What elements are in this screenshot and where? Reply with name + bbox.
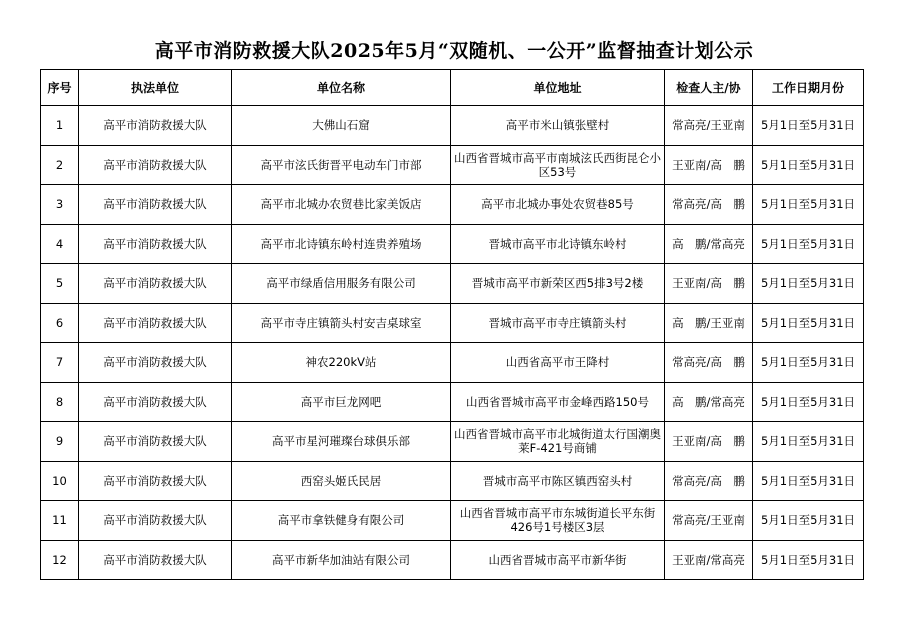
- cell-unit-address: 山西省晋城市高平市东城街道长平东街426号1号楼区3层: [451, 501, 665, 541]
- cell-inspectors: 常高亮/高 鹏: [665, 461, 753, 501]
- cell-inspectors: 高 鹏/常高亮: [665, 224, 753, 264]
- cell-seq: 2: [41, 145, 79, 185]
- header-agency: 执法单位: [79, 70, 232, 106]
- header-unit-address: 单位地址: [451, 70, 665, 106]
- cell-unit-name: 高平市寺庄镇箭头村安吉桌球室: [232, 303, 451, 343]
- cell-seq: 3: [41, 185, 79, 225]
- table-row: [41, 224, 864, 264]
- cell-unit-name: 高平市泫氏街晋平电动车门市部: [232, 145, 451, 185]
- cell-inspectors: 王亚南/高 鹏: [665, 264, 753, 304]
- cell-unit-address: 山西省晋城市高平市金峰西路150号: [451, 382, 665, 422]
- cell-unit-name: 高平市拿铁健身有限公司: [232, 501, 451, 541]
- cell-unit-address: 山西省晋城市高平市新华街: [451, 540, 665, 580]
- cell-agency: 高平市消防救援大队: [79, 185, 232, 225]
- cell-seq: 9: [41, 422, 79, 462]
- cell-unit-address: 山西省高平市王降村: [451, 343, 665, 383]
- cell-agency: 高平市消防救援大队: [79, 501, 232, 541]
- cell-seq: 12: [41, 540, 79, 580]
- cell-work-period: 5月1日至5月31日: [753, 303, 864, 343]
- cell-seq: 5: [41, 264, 79, 304]
- table-row: [41, 303, 864, 343]
- cell-work-period: 5月1日至5月31日: [753, 461, 864, 501]
- cell-work-period: 5月1日至5月31日: [753, 540, 864, 580]
- table-row: [41, 185, 864, 225]
- cell-inspectors: 王亚南/高 鹏: [665, 145, 753, 185]
- cell-work-period: 5月1日至5月31日: [753, 264, 864, 304]
- cell-unit-address: 山西省晋城市高平市北城街道太行国潮奥莱F-421号商铺: [451, 422, 665, 462]
- table-row: [41, 501, 864, 541]
- cell-inspectors: 常高亮/王亚南: [665, 501, 753, 541]
- cell-seq: 8: [41, 382, 79, 422]
- cell-unit-address: 高平市米山镇张壁村: [451, 106, 665, 146]
- cell-work-period: 5月1日至5月31日: [753, 145, 864, 185]
- table-row: [41, 540, 864, 580]
- cell-inspectors: 王亚南/常高亮: [665, 540, 753, 580]
- cell-work-period: 5月1日至5月31日: [753, 106, 864, 146]
- cell-inspectors: 常高亮/高 鹏: [665, 185, 753, 225]
- cell-unit-address: 晋城市高平市新荣区西5排3号2楼: [451, 264, 665, 304]
- cell-agency: 高平市消防救援大队: [79, 106, 232, 146]
- table-row: [41, 106, 864, 146]
- cell-seq: 11: [41, 501, 79, 541]
- table-row: [41, 145, 864, 185]
- cell-agency: 高平市消防救援大队: [79, 422, 232, 462]
- cell-work-period: 5月1日至5月31日: [753, 501, 864, 541]
- header-inspectors: 检查人主/协: [665, 70, 753, 106]
- cell-inspectors: 常高亮/高 鹏: [665, 343, 753, 383]
- cell-agency: 高平市消防救援大队: [79, 224, 232, 264]
- cell-unit-address: 晋城市高平市北诗镇东岭村: [451, 224, 665, 264]
- cell-unit-address: 山西省晋城市高平市南城泫氏西街昆仑小区53号: [451, 145, 665, 185]
- cell-unit-name: 高平市北诗镇东岭村连贵养殖场: [232, 224, 451, 264]
- cell-agency: 高平市消防救援大队: [79, 382, 232, 422]
- cell-unit-name: 高平市巨龙网吧: [232, 382, 451, 422]
- cell-agency: 高平市消防救援大队: [79, 264, 232, 304]
- cell-work-period: 5月1日至5月31日: [753, 185, 864, 225]
- table-row: [41, 264, 864, 304]
- cell-seq: 4: [41, 224, 79, 264]
- cell-seq: 6: [41, 303, 79, 343]
- document-title: 高平市消防救援大队2025年5月“双随机、一公开”监督抽查计划公示: [154, 40, 754, 62]
- cell-seq: 1: [41, 106, 79, 146]
- cell-inspectors: 高 鹏/常高亮: [665, 382, 753, 422]
- cell-agency: 高平市消防救援大队: [79, 303, 232, 343]
- cell-seq: 7: [41, 343, 79, 383]
- cell-unit-name: 高平市绿盾信用服务有限公司: [232, 264, 451, 304]
- cell-agency: 高平市消防救援大队: [79, 540, 232, 580]
- cell-work-period: 5月1日至5月31日: [753, 382, 864, 422]
- header-seq: 序号: [41, 70, 79, 106]
- cell-seq: 10: [41, 461, 79, 501]
- cell-unit-name: 大佛山石窟: [232, 106, 451, 146]
- cell-work-period: 5月1日至5月31日: [753, 224, 864, 264]
- cell-unit-address: 高平市北城办事处农贸巷85号: [451, 185, 665, 225]
- cell-unit-name: 西窑头姬氏民居: [232, 461, 451, 501]
- header-unit-name: 单位名称: [232, 70, 451, 106]
- inspection-plan-table: [40, 69, 864, 580]
- table-row: [41, 422, 864, 462]
- table-header-row: [41, 70, 864, 106]
- cell-unit-name: 高平市新华加油站有限公司: [232, 540, 451, 580]
- cell-agency: 高平市消防救援大队: [79, 461, 232, 501]
- cell-work-period: 5月1日至5月31日: [753, 422, 864, 462]
- cell-agency: 高平市消防救援大队: [79, 145, 232, 185]
- cell-unit-name: 高平市星河璀璨台球俱乐部: [232, 422, 451, 462]
- table-row: [41, 382, 864, 422]
- table-row: [41, 343, 864, 383]
- cell-agency: 高平市消防救援大队: [79, 343, 232, 383]
- cell-unit-address: 晋城市高平市陈区镇西窑头村: [451, 461, 665, 501]
- cell-inspectors: 王亚南/高 鹏: [665, 422, 753, 462]
- cell-inspectors: 高 鹏/王亚南: [665, 303, 753, 343]
- cell-unit-name: 神农220kV站: [232, 343, 451, 383]
- cell-unit-address: 晋城市高平市寺庄镇箭头村: [451, 303, 665, 343]
- table-row: [41, 461, 864, 501]
- cell-unit-name: 高平市北城办农贸巷比家美饭店: [232, 185, 451, 225]
- cell-work-period: 5月1日至5月31日: [753, 343, 864, 383]
- header-work-period: 工作日期月份: [753, 70, 864, 106]
- cell-inspectors: 常高亮/王亚南: [665, 106, 753, 146]
